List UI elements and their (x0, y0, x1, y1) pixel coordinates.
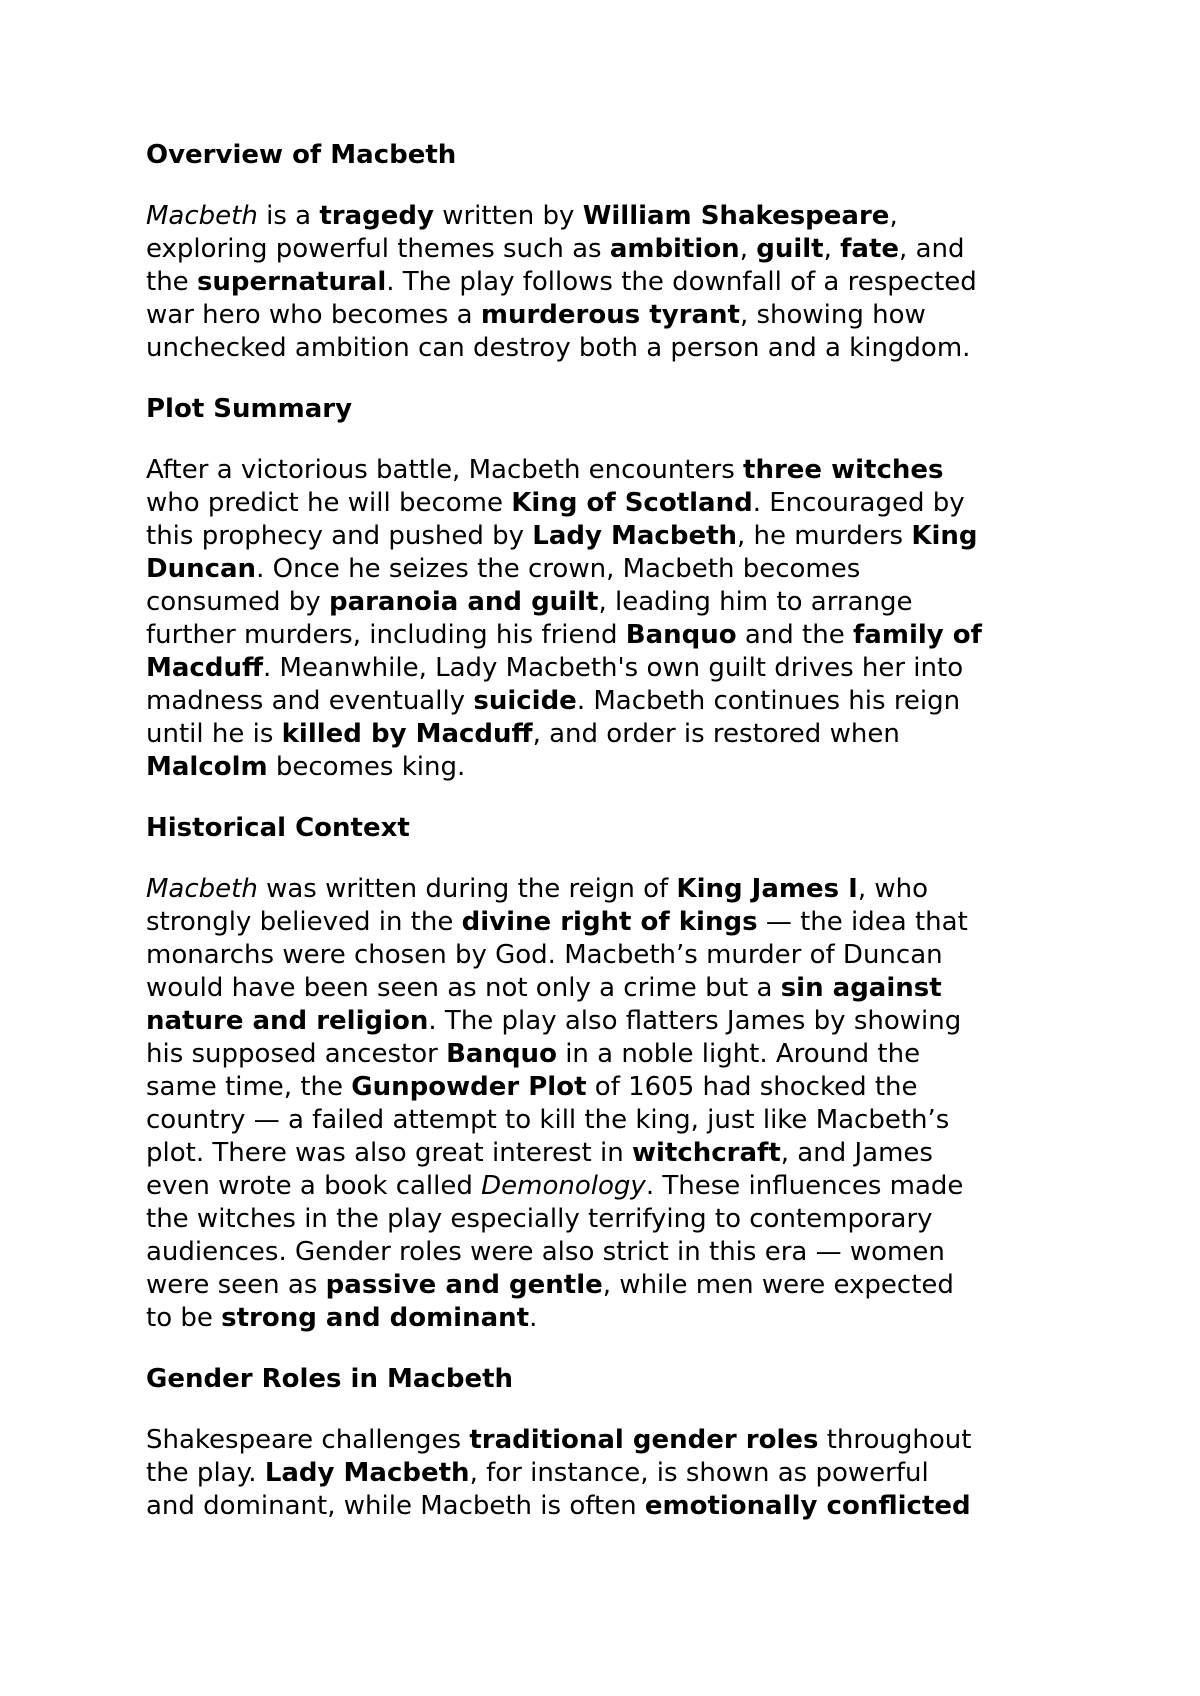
bold-text: murderous tyrant (480, 300, 740, 330)
text-line (146, 652, 1076, 685)
bold-text: Macduff (146, 653, 264, 683)
body-text: , (823, 234, 841, 264)
body-text: his supposed ancestor (146, 1039, 447, 1069)
body-text: is a (257, 201, 320, 231)
text-line (146, 332, 1076, 365)
text-line (146, 1302, 1076, 1335)
body-text: war hero who becomes a (146, 300, 481, 330)
text-line (146, 553, 1076, 586)
body-text: and the (736, 620, 853, 650)
body-text: throughout (818, 1425, 972, 1455)
italic-text: Macbeth (146, 874, 258, 904)
text-line (146, 1269, 1076, 1302)
text-line (146, 873, 1076, 906)
body-text: and dominant, while Macbeth is often (146, 1491, 645, 1521)
body-text: , who (857, 874, 928, 904)
italic-text: Macbeth (146, 201, 258, 231)
body-text: consumed by (146, 587, 329, 617)
text-line (146, 1071, 1076, 1104)
body-text: would have been seen as not only a crime but a (146, 973, 781, 1003)
bold-text: Lady Macbeth (532, 521, 738, 551)
bold-text: Duncan (146, 554, 257, 584)
text-line (146, 972, 1076, 1005)
bold-text: Banquo (625, 620, 737, 650)
body-text: further murders, including his friend (146, 620, 626, 650)
body-text: — the idea that (757, 907, 968, 937)
section-paragraph (146, 1424, 1076, 1523)
body-text: . Meanwhile, Lady Macbeth's own guilt drives her into (263, 653, 964, 683)
bold-text: killed by Macduff (281, 719, 533, 749)
body-text: , while men were expected (602, 1270, 954, 1300)
section-paragraph (146, 200, 1076, 365)
bold-text: William Shakespeare (582, 201, 890, 231)
section-gender-roles (146, 1363, 1076, 1523)
section-overview (146, 139, 1076, 365)
text-line (146, 454, 1076, 487)
section-heading: Historical Context (146, 813, 410, 843)
bold-text: King (911, 521, 978, 551)
body-text: , and James (780, 1138, 933, 1168)
bold-text: King James I (676, 874, 858, 904)
text-line (146, 1490, 1076, 1523)
body-text: , (889, 201, 898, 231)
document-page (146, 139, 1076, 1551)
body-text: audiences. Gender roles were also strict in this era — women (146, 1237, 945, 1267)
bold-text: traditional gender roles (469, 1425, 819, 1455)
bold-text: guilt (756, 234, 824, 264)
body-text: , (739, 234, 757, 264)
body-text: , and order is restored when (532, 719, 900, 749)
text-line (146, 299, 1076, 332)
body-text: country — a failed attempt to kill the king, just like Macbeth’s (146, 1105, 950, 1135)
bold-text: Malcolm (146, 752, 268, 782)
text-line (146, 1104, 1076, 1137)
body-text: , he murders (737, 521, 912, 551)
text-line (146, 718, 1076, 751)
bold-text: emotionally conflicted (644, 1491, 971, 1521)
text-line (146, 1005, 1076, 1038)
bold-text: divine right of kings (461, 907, 758, 937)
bold-text: family of (853, 620, 982, 650)
text-line (146, 1424, 1076, 1457)
body-text: becomes king. (267, 752, 466, 782)
body-text: was written during the reign of (257, 874, 677, 904)
bold-text: supernatural (196, 267, 387, 297)
bold-text: sin against (780, 973, 942, 1003)
body-text: monarchs were chosen by God. Macbeth’s murder of Duncan (146, 940, 943, 970)
bold-text: King of Scotland (511, 488, 753, 518)
body-text: . The play follows the downfall of a respected (386, 267, 977, 297)
text-line (146, 1457, 1076, 1490)
body-text: . Encouraged by (752, 488, 965, 518)
body-text: unchecked ambition can destroy both a person and a kingdom. (146, 333, 971, 363)
body-text: Shakespeare challenges (146, 1425, 470, 1455)
bold-text: ambition (609, 234, 740, 264)
section-paragraph (146, 873, 1076, 1335)
body-text: who predict he will become (146, 488, 512, 518)
text-line (146, 1236, 1076, 1269)
body-text: the witches in the play especially terrifying to contemporary (146, 1204, 933, 1234)
bold-text: Gunpowder Plot (351, 1072, 587, 1102)
body-text: in a noble light. Around the (556, 1039, 921, 1069)
body-text: . The play also flatters James by showing (428, 1006, 962, 1036)
bold-text: Lady Macbeth (264, 1458, 470, 1488)
text-line (146, 906, 1076, 939)
text-line (146, 200, 1076, 233)
body-text: , showing how (739, 300, 926, 330)
bold-text: Banquo (446, 1039, 557, 1069)
body-text: plot. There was also great interest in (146, 1138, 632, 1168)
bold-text: paranoia and guilt (328, 587, 599, 617)
text-line (146, 685, 1076, 718)
bold-text: passive and gentle (325, 1270, 603, 1300)
section-historical-context (146, 812, 1076, 1335)
body-text: were seen as (146, 1270, 326, 1300)
section-plot-summary (146, 393, 1076, 784)
text-line (146, 233, 1076, 266)
text-line (146, 1038, 1076, 1071)
text-line (146, 1137, 1076, 1170)
section-heading: Plot Summary (146, 394, 353, 424)
body-text: , and (899, 234, 965, 264)
body-text: same time, the (146, 1072, 352, 1102)
section-paragraph (146, 454, 1076, 784)
bold-text: tragedy (319, 201, 434, 231)
body-text: of 1605 had shocked the (586, 1072, 918, 1102)
section-heading: Gender Roles in Macbeth (146, 1364, 514, 1394)
text-line (146, 520, 1076, 553)
body-text: the (146, 267, 197, 297)
body-text: , leading him to arrange (598, 587, 913, 617)
body-text: even wrote a book called (146, 1171, 482, 1201)
body-text: . These influences made (645, 1171, 964, 1201)
italic-text: Demonology (481, 1171, 646, 1201)
body-text: to be (146, 1303, 222, 1333)
text-line (146, 1170, 1076, 1203)
body-text: until he is (146, 719, 282, 749)
text-line (146, 619, 1076, 652)
bold-text: suicide (473, 686, 577, 716)
body-text: the play. (146, 1458, 265, 1488)
bold-text: strong and dominant (221, 1303, 530, 1333)
section-heading: Overview of Macbeth (146, 140, 457, 170)
body-text: madness and eventually (146, 686, 474, 716)
body-text: , for instance, is shown as powerful (469, 1458, 929, 1488)
text-line (146, 487, 1076, 520)
bold-text: witchcraft (631, 1138, 781, 1168)
bold-text: nature and religion (146, 1006, 429, 1036)
body-text: . Macbeth continues his reign (576, 686, 961, 716)
bold-text: three witches (743, 455, 944, 485)
body-text: this prophecy and pushed by (146, 521, 533, 551)
text-line (146, 266, 1076, 299)
body-text: strongly believed in the (146, 907, 462, 937)
body-text: After a victorious battle, Macbeth encounters (146, 455, 744, 485)
body-text: written by (433, 201, 583, 231)
text-line (146, 586, 1076, 619)
body-text: . Once he seizes the crown, Macbeth becomes (256, 554, 861, 584)
text-line (146, 939, 1076, 972)
body-text: exploring powerful themes such as (146, 234, 610, 264)
bold-text: fate (840, 234, 900, 264)
text-line (146, 751, 1076, 784)
body-text: . (529, 1303, 538, 1333)
text-line (146, 1203, 1076, 1236)
